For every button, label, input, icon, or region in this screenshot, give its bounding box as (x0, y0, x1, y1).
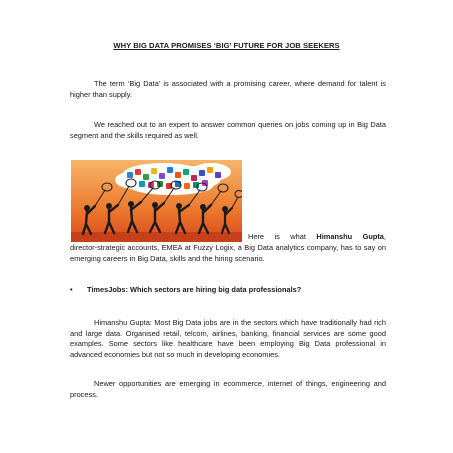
intro-prefix: Here is what (248, 232, 306, 241)
paragraph-expert-intro: director-strategic accounts, EMEA at Fuzzy Logix, a Big Data analytics company, has to say on emerging careers in Big Data, skills and the hiring scenario. (70, 243, 386, 263)
bullet-icon: • (70, 285, 73, 294)
question-text: TimesJobs: Which sectors are hiring big data professionals? (87, 285, 302, 294)
intro-suffix: , (383, 232, 386, 241)
silhouettes-with-nets-catching-cloud-icons-illustration (71, 160, 242, 242)
big-data-illustration (71, 160, 242, 242)
paragraph-outreach: We reached out to an expert to answer common queries on jobs coming up in Big Data segment and the skills required as well. (70, 120, 386, 140)
paragraph-intro: The term ‘Big Data’ is associated with a promising career, where demand for talent is higher than supply. (70, 79, 386, 99)
page-title: WHY BIG DATA PROMISES ‘BIG’ FUTURE FOR JOB SEEKERS (113, 41, 340, 50)
intro-line (248, 232, 386, 243)
expert-name: Himanshu Gupta (316, 232, 384, 241)
paragraph-new-opportunities: Newer opportunities are emerging in ecommerce, internet of things, engineering and process. (70, 379, 386, 399)
paragraph-answer: Himanshu Gupta: Most Big Data jobs are in the sectors which have traditionally had rich and large data. Organised retail, telcom, airlines, banking, financial services are some good examples. Some sectors like healthcare have been employing Big Data professional in advanced economies but not so much in developing economies. (70, 318, 386, 359)
